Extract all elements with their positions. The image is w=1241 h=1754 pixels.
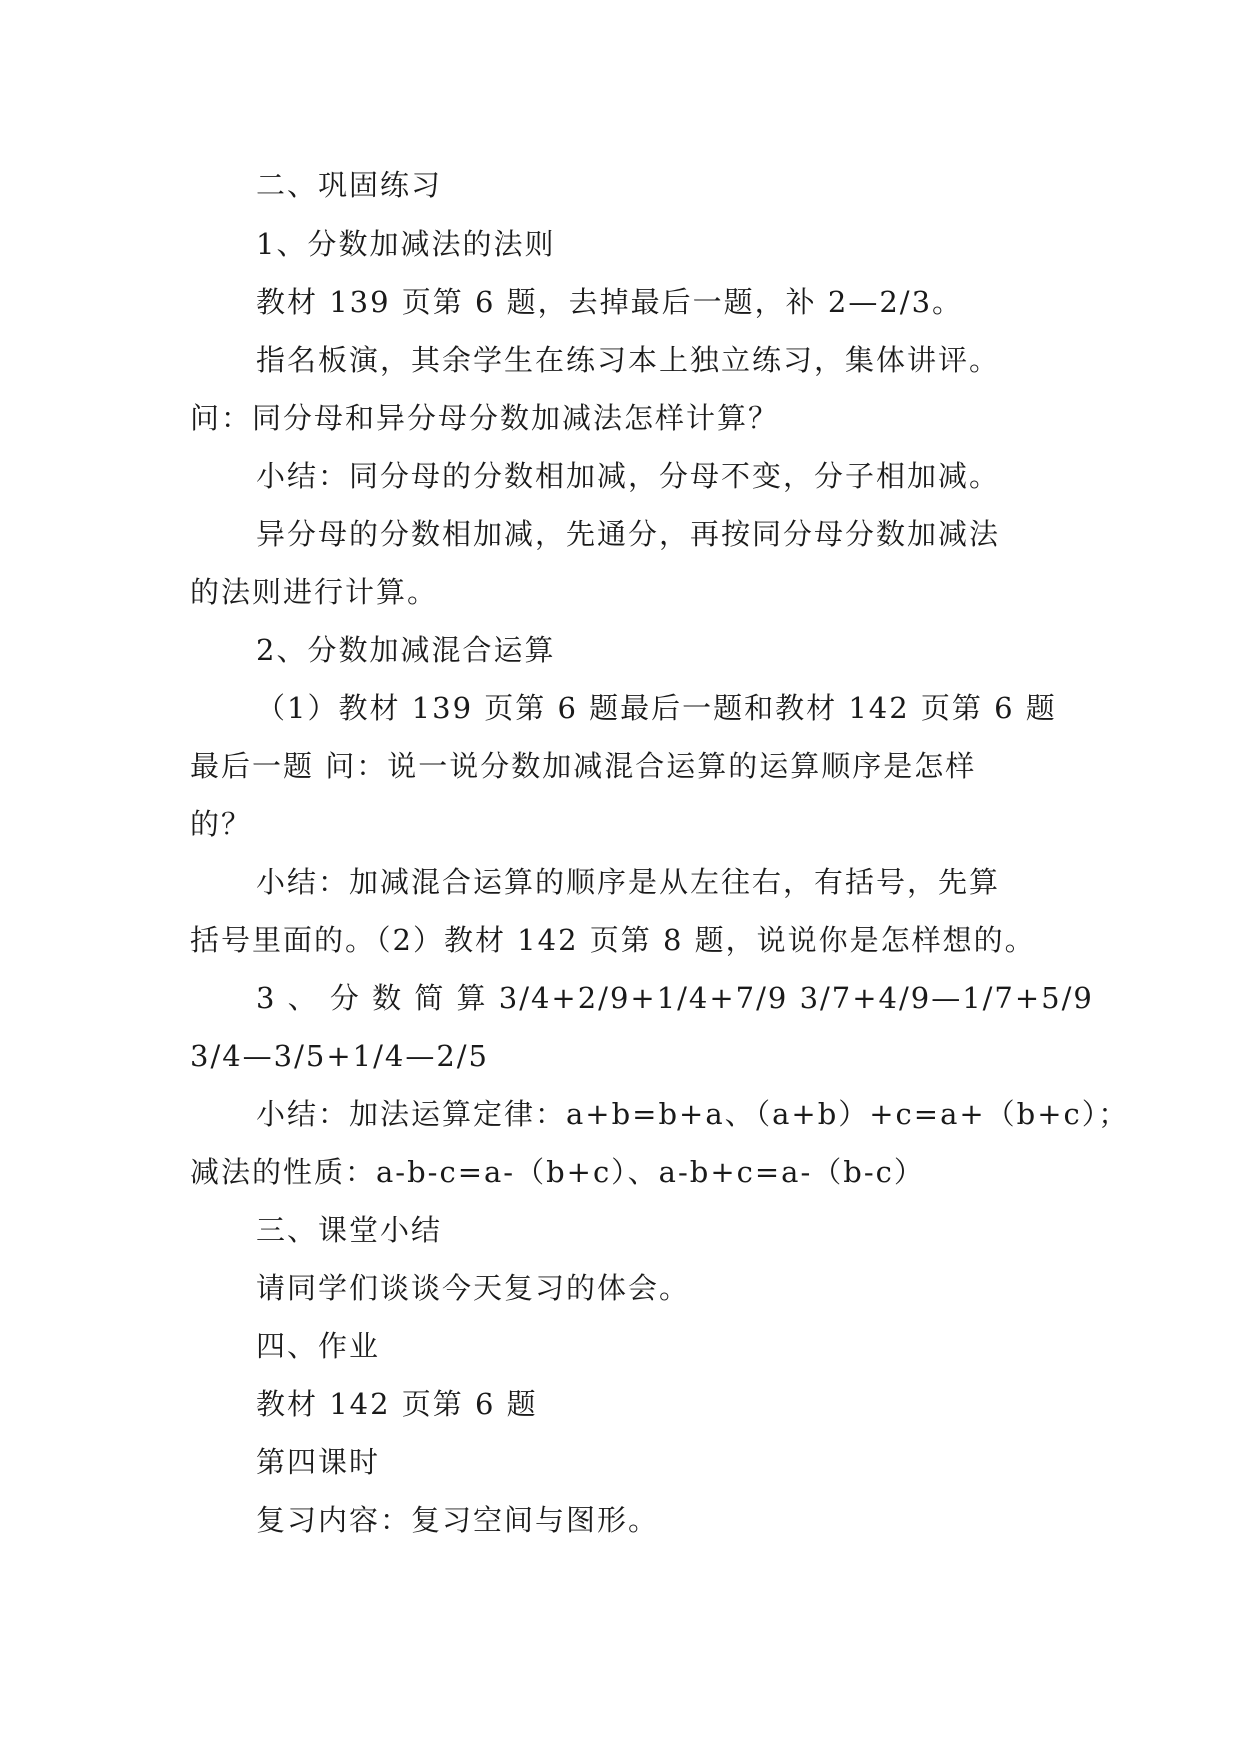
paragraph-line: 括号里面的。（2）教材 142 页第 8 题，说说你是怎样想的。 [190,923,1036,957]
paragraph-line: 教材 142 页第 6 题 [256,1387,538,1421]
paragraph-line: 教材 139 页第 6 题，去掉最后一题，补 2—2/3。 [256,285,964,319]
paragraph-line: 请同学们谈谈今天复习的体会。 [256,1271,691,1305]
lesson-heading: 第四课时 [256,1445,381,1479]
paragraph-line: 异分母的分数相加减，先通分，再按同分母分数加减法 [256,517,1001,551]
paragraph-line: 的法则进行计算。 [190,575,439,609]
paragraph-line: 减法的性质：a-b-c=a-（b+c）、a-b+c=a-（b-c） [190,1155,925,1189]
paragraph-line: 的？ [190,807,253,841]
paragraph-line: 问：同分母和异分母分数加减法怎样计算？ [190,401,780,435]
paragraph-line: 最后一题 问：说一说分数加减混合运算的运算顺序是怎样 [190,749,977,783]
subheading-mixed-operations: 2、分数加减混合运算 [256,633,556,667]
paragraph-line: （1）教材 139 页第 6 题最后一题和教材 142 页第 6 题 [256,691,1057,725]
subheading-fraction-rules: 1、分数加减法的法则 [256,227,556,261]
section-heading-class-summary: 三、课堂小结 [256,1213,443,1247]
paragraph-line: 小结：加减混合运算的顺序是从左往右，有括号，先算 [256,865,1001,899]
paragraph-line: 小结：加法运算定律：a+b=b+a、（a+b）+c=a+（b+c）； [256,1097,1130,1131]
paragraph-line: 3/4—3/5+1/4—2/5 [190,1039,489,1073]
paragraph-line: 小结：同分母的分数相加减，分母不变，分子相加减。 [256,459,1001,493]
subheading-simplified-calculation: 3 、 分 数 简 算 3/4+2/9+1/4+7/9 3/7+4/9—1/7+5/9 [256,981,1094,1015]
paragraph-line: 复习内容：复习空间与图形。 [256,1503,660,1537]
paragraph-line: 指名板演，其余学生在练习本上独立练习，集体讲评。 [256,343,1001,377]
section-heading-consolidation: 二、巩固练习 [256,168,443,202]
section-heading-homework: 四、作业 [256,1329,381,1363]
